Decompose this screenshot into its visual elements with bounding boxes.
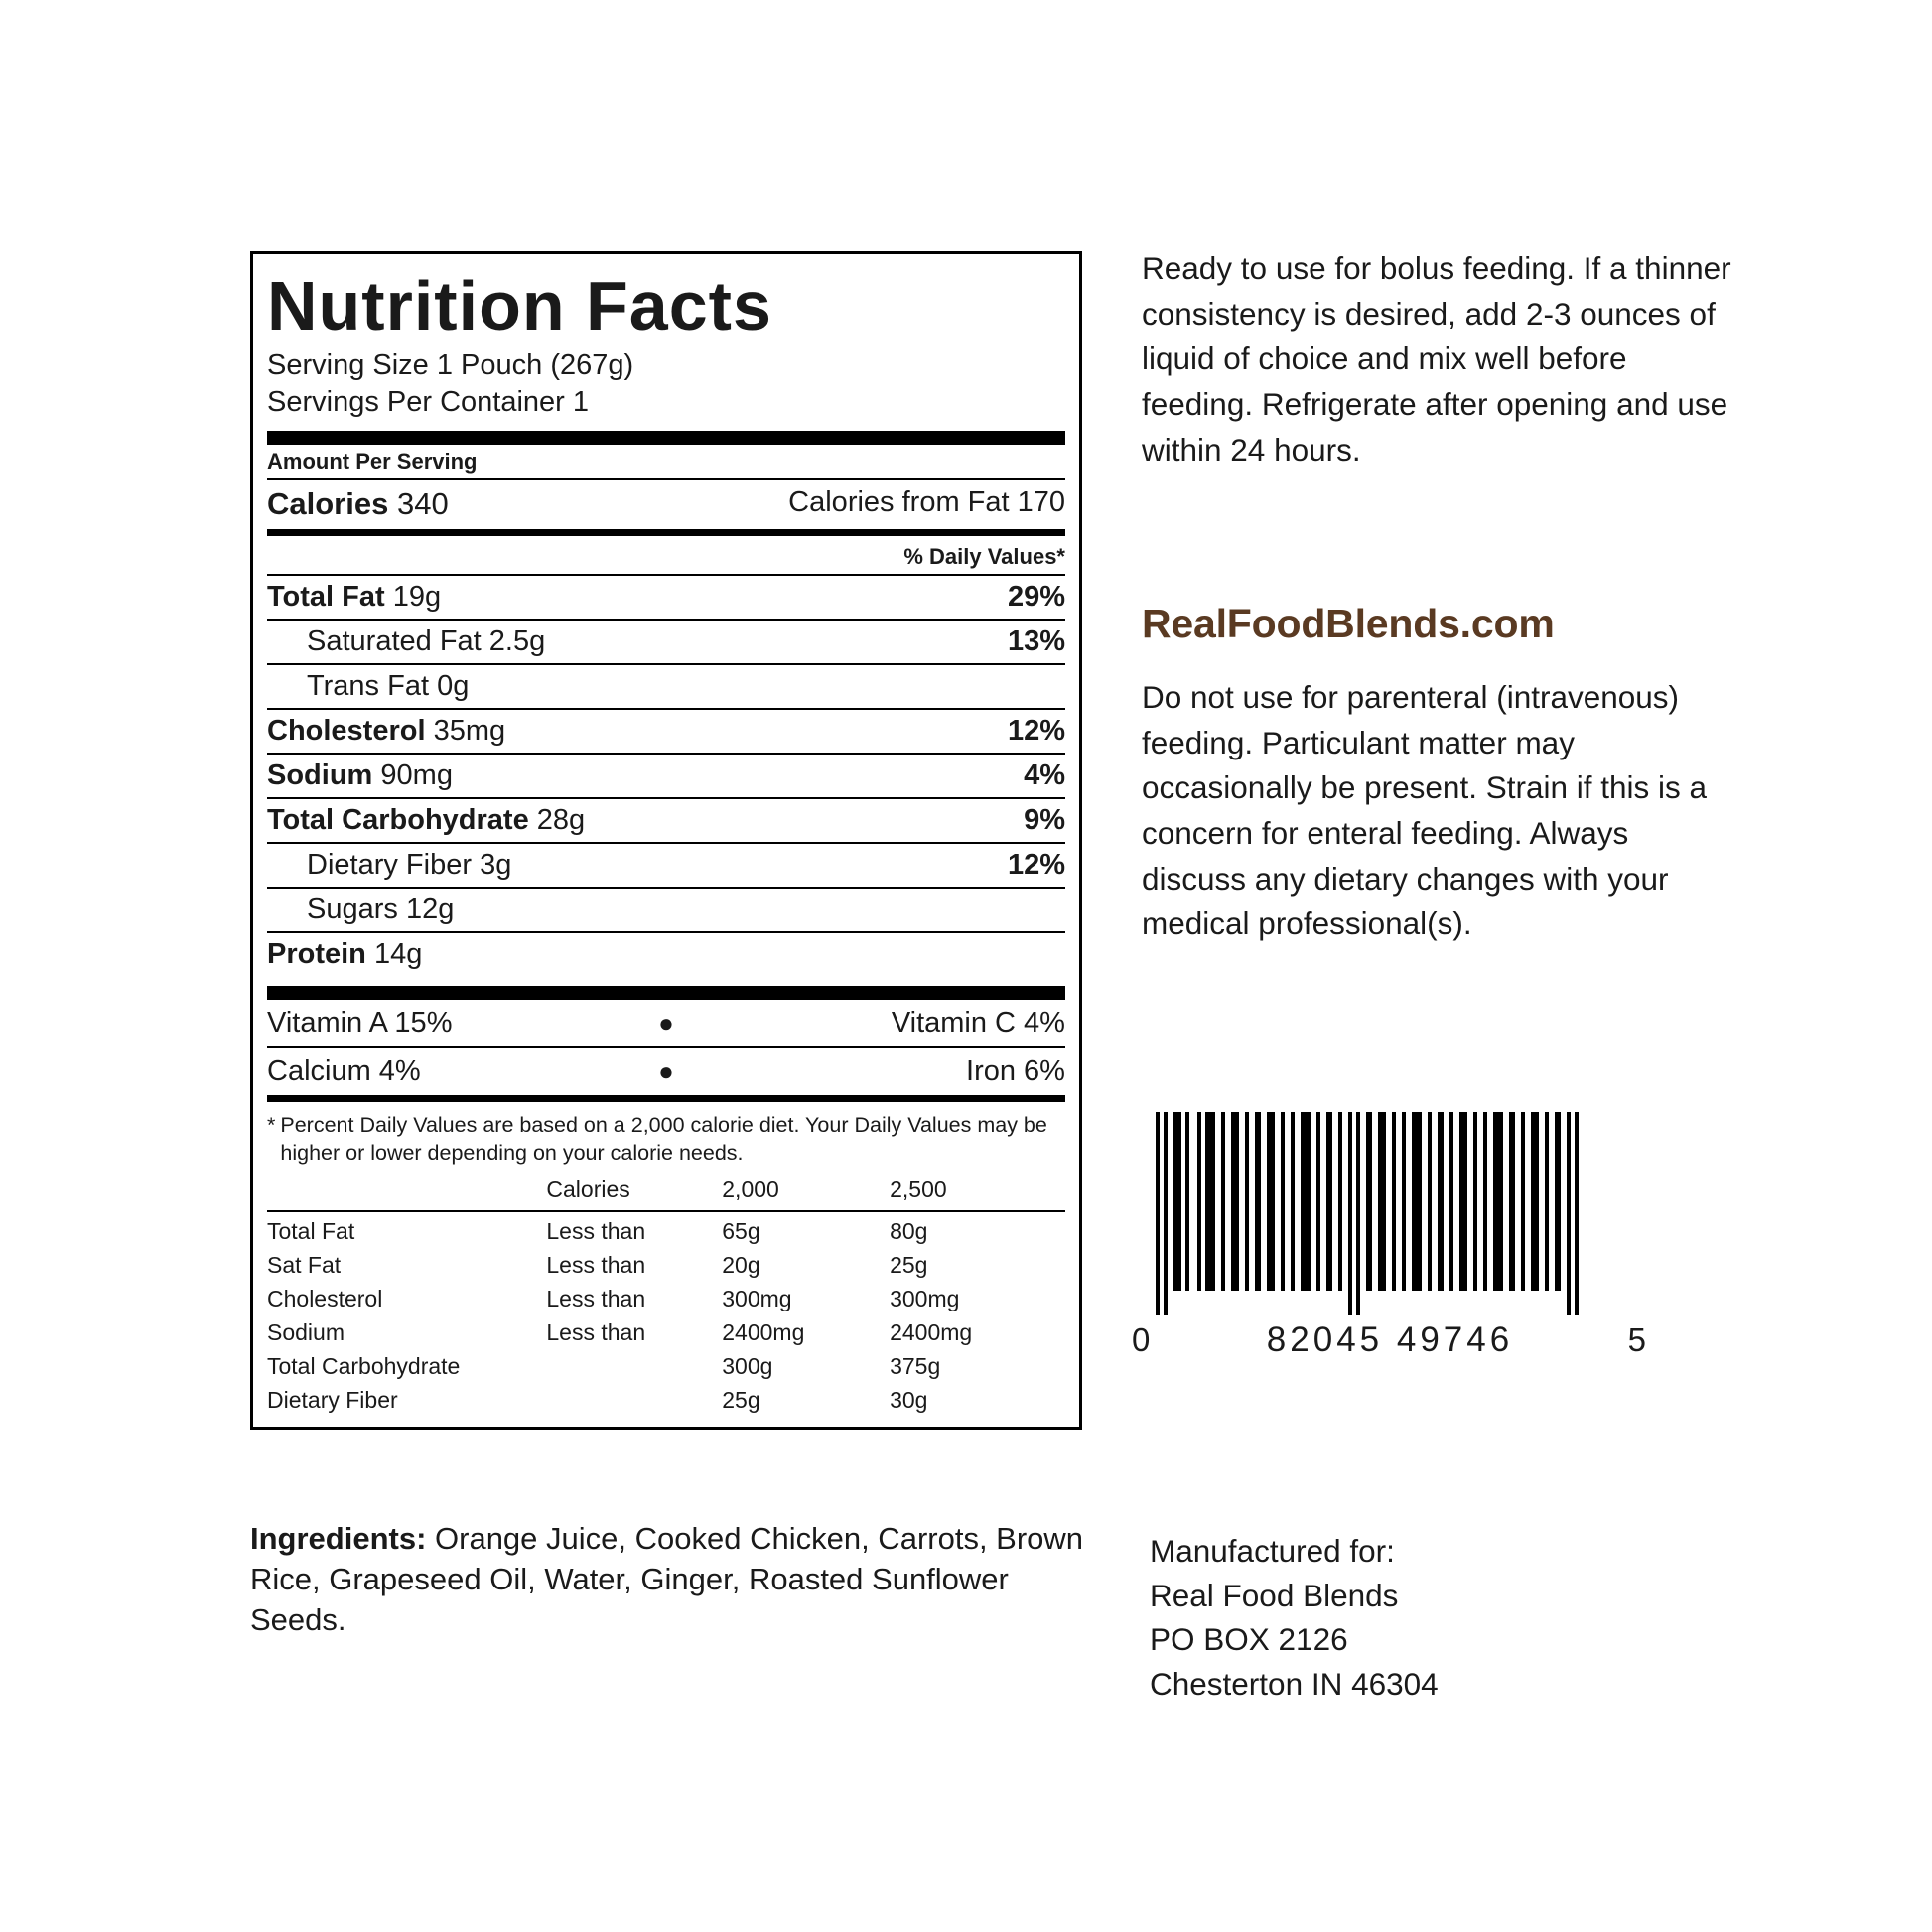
divider-thick-2 [267, 986, 1065, 1000]
bullet-icon: ● [658, 1007, 674, 1037]
dv-2500: 375g [890, 1352, 941, 1379]
table-row [267, 1282, 1065, 1315]
dv-qualifier: Less than [546, 1217, 646, 1244]
vitamin-left: Calcium 4% [267, 1054, 421, 1087]
ingredients-text: Orange Juice, Cooked Chicken, Carrots, Brown Rice, Grapeseed Oil, Water, Ginger, Roasted Sunflower Seeds. [250, 1521, 1084, 1637]
nutrient-dv: 12% [1007, 714, 1065, 747]
servings-per-container: Servings Per Container 1 [267, 385, 589, 418]
nutrient-amount: 2.5g [488, 624, 546, 657]
dv-col-blank [267, 1173, 546, 1209]
dv-nutrient: Dietary Fiber [267, 1386, 398, 1413]
table-row [267, 1315, 1065, 1349]
table-row [267, 1383, 1065, 1417]
bullet-icon: ● [658, 1055, 674, 1086]
barcode-left-digit: 0 [1132, 1321, 1153, 1358]
nutrient-label: Sodium [267, 759, 373, 791]
dv-col-2500: 2,500 [890, 1176, 947, 1203]
dv-qualifier [546, 1383, 722, 1417]
vitamin-left: Vitamin A 15% [267, 1006, 453, 1038]
dv-nutrient: Total Fat [267, 1217, 355, 1244]
dv-2500: 2400mg [890, 1318, 973, 1345]
dv-qualifier: Less than [546, 1251, 646, 1278]
dv-nutrient: Cholesterol [267, 1285, 383, 1311]
table-row [267, 1000, 1065, 1046]
dv-2500: 80g [890, 1217, 928, 1244]
vitamin-right: Vitamin C 4% [891, 1006, 1065, 1038]
nutrient-amount: 0g [437, 669, 470, 702]
nutrient-amount: 35mg [433, 714, 506, 747]
nutrient-amount: 14g [373, 937, 423, 970]
table-row [267, 889, 1065, 931]
calories-from-fat: Calories from Fat 170 [788, 485, 1065, 518]
daily-value-reference-body [267, 1214, 1065, 1417]
amount-per-serving-row [267, 445, 1065, 478]
table-row [267, 799, 1065, 842]
table-row [267, 844, 1065, 887]
nutrient-label: Sugars [307, 893, 398, 925]
nutrient-label: Saturated Fat [307, 624, 482, 657]
calories-left [267, 486, 449, 522]
nutrient-amount: 90mg [380, 759, 453, 791]
nutrient-dv: 9% [1024, 803, 1065, 836]
manufacturer-line: PO BOX 2126 [1150, 1621, 1348, 1658]
dv-qualifier: Less than [546, 1285, 646, 1311]
nutrient-dv: 4% [1024, 759, 1065, 791]
divider-med-2 [267, 1095, 1065, 1102]
amount-per-serving-label: Amount Per Serving [267, 448, 478, 474]
daily-values-header: % Daily Values* [903, 543, 1065, 569]
manufacturer-line: Manufactured for: [1150, 1533, 1395, 1569]
dv-2500: 25g [890, 1251, 928, 1278]
divider-thick [267, 431, 1065, 445]
table-row [267, 755, 1065, 797]
dv-col-calories: Calories [546, 1176, 630, 1203]
table-row [267, 1248, 1065, 1282]
dv-2500: 30g [890, 1386, 928, 1413]
dv-col-2000: 2,000 [722, 1176, 779, 1203]
daily-value-reference-table [267, 1173, 1065, 1209]
nutrient-amount: 19g [392, 580, 442, 613]
nutrient-dv: 29% [1007, 580, 1065, 613]
manufacturer-line: Chesterton IN 46304 [1150, 1666, 1439, 1703]
vitamin-right: Iron 6% [966, 1054, 1065, 1087]
table-row [267, 576, 1065, 619]
footnote-text: Percent Daily Values are based on a 2,000 calorie diet. Your Daily Values may be higher or lower depending on your calorie needs. [280, 1112, 1047, 1165]
table-row [267, 1349, 1065, 1383]
dv-2000: 65g [722, 1217, 760, 1244]
table-row [267, 621, 1065, 663]
barcode-digits [1132, 1320, 1648, 1360]
barcode-middle-digits: 82045 49746 [1266, 1320, 1514, 1359]
table-row [267, 710, 1065, 753]
brand-website[interactable]: RealFoodBlends.com [1142, 601, 1555, 646]
calories-value: 340 [396, 485, 449, 521]
asterisk-icon: * [267, 1112, 276, 1137]
dv-2000: 300mg [722, 1285, 792, 1311]
nutrient-label: Total Fat [267, 580, 385, 613]
dv-qualifier [546, 1349, 722, 1383]
nutrient-amount: 3g [480, 848, 512, 881]
calories-label: Calories [267, 485, 389, 521]
ingredients-block [250, 1519, 1094, 1641]
divider-thin-12 [267, 1210, 1065, 1212]
dv-2000: 25g [722, 1386, 760, 1413]
nutrient-label: Cholesterol [267, 714, 426, 747]
nutrient-dv: 13% [1007, 624, 1065, 657]
divider-med-1 [267, 529, 1065, 536]
nutrition-facts-panel [250, 251, 1082, 1430]
nutrient-label: Trans Fat [307, 669, 430, 702]
manufacturer-block [1150, 1529, 1706, 1707]
usage-instructions: Ready to use for bolus feeding. If a thinner consistency is desired, add 2-3 ounces of liquid of choice and mix well before feeding. Refrigerate after opening and use within 24 hours. [1142, 250, 1731, 468]
dv-2500: 300mg [890, 1285, 960, 1311]
nutrient-amount: 28g [536, 803, 586, 836]
calories-row [267, 480, 1065, 529]
nutrient-label: Protein [267, 937, 366, 970]
barcode-right-digit: 5 [1627, 1321, 1648, 1358]
serving-size: Serving Size 1 Pouch (267g) [267, 348, 634, 381]
table-header-row [267, 1173, 1065, 1209]
barcode-image [1152, 1112, 1618, 1315]
nutrient-amount: 12g [405, 893, 455, 925]
table-row [267, 665, 1065, 708]
table-row [267, 1048, 1065, 1095]
dv-2000: 300g [722, 1352, 773, 1379]
nutrient-label: Total Carbohydrate [267, 803, 529, 836]
dv-qualifier: Less than [546, 1318, 646, 1345]
nutrient-dv: 12% [1007, 848, 1065, 881]
dv-2000: 2400mg [722, 1318, 805, 1345]
dv-nutrient: Sat Fat [267, 1251, 342, 1278]
dv-nutrient: Sodium [267, 1318, 345, 1345]
dv-2000: 20g [722, 1251, 760, 1278]
footnote [267, 1102, 1065, 1173]
nutrient-label: Dietary Fiber [307, 848, 472, 881]
manufacturer-line: Real Food Blends [1150, 1577, 1399, 1613]
dv-nutrient: Total Carbohydrate [267, 1352, 461, 1379]
table-row [267, 1214, 1065, 1248]
page-title: Nutrition Facts [267, 267, 772, 345]
table-row [267, 933, 1065, 976]
warning-text: Do not use for parenteral (intravenous) feeding. Particulant matter may occasionally be present. Strain if this is a concern for enteral feeding. Always discuss any dietary changes with your medical professional(s). [1142, 679, 1708, 942]
ingredients-label: Ingredients: [250, 1521, 427, 1556]
